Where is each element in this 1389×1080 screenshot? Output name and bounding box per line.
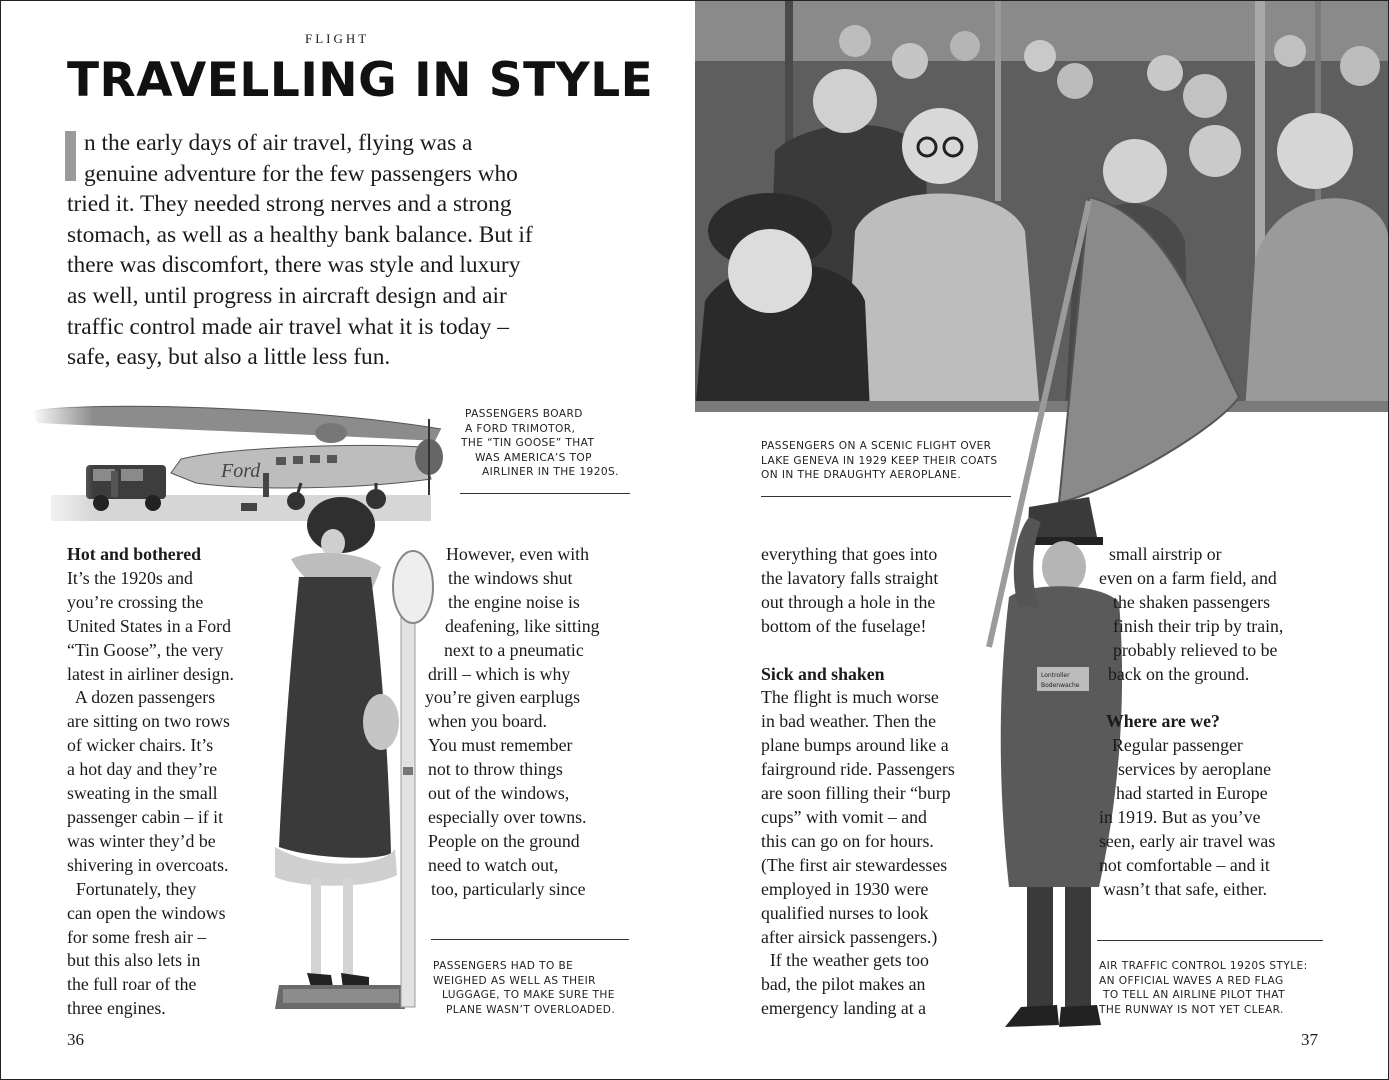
caption-line: THE RUNWAY IS NOT YET CLEAR. (1099, 1003, 1284, 1016)
column-2 (425, 543, 600, 902)
body-line: you’re crossing the (67, 591, 204, 612)
caption-line: WAS AMERICA’S TOP (475, 451, 592, 464)
subheading-where-are-we: Where are we? (1106, 711, 1220, 732)
column-1 (67, 543, 234, 1021)
body-line: deafening, like sitting (445, 615, 600, 636)
body-line: emergency landing at a (761, 998, 927, 1019)
body-line: back on the ground. (1108, 663, 1250, 684)
body-line: A dozen passengers (67, 687, 216, 708)
body-line: not to throw things (428, 759, 563, 780)
body-line: employed in 1930 were (761, 878, 929, 899)
caption-line: A FORD TRIMOTOR, (465, 422, 576, 435)
intro-line: tried it. They needed strong nerves and a strong (67, 191, 512, 218)
body-line: in bad weather. Then the (761, 711, 936, 732)
caption-line: AIR TRAFFIC CONTROL 1920S STYLE: (1099, 960, 1308, 972)
body-line: United States in a Ford (67, 615, 231, 636)
body-line: after airsick passengers.) (761, 926, 938, 947)
body-line: fairground ride. Passengers (761, 759, 955, 780)
body-line: Regular passenger (1112, 735, 1243, 756)
caption-line: AN OFFICIAL WAVES A RED FLAG (1099, 974, 1284, 987)
body-line: this can go on for hours. (761, 830, 934, 851)
body-line: It’s the 1920s and (67, 567, 193, 588)
body-line: out through a hole in the (761, 591, 936, 612)
body-line: of wicker chairs. It’s (67, 735, 214, 756)
caption-line: TO TELL AN AIRLINE PILOT THAT (1103, 989, 1285, 1002)
body-line: bad, the pilot makes an (761, 974, 926, 995)
caption-line: AIRLINER IN THE 1920S. (482, 466, 619, 479)
body-line: especially over towns. (428, 806, 587, 827)
column-3 (761, 543, 955, 1021)
body-line: everything that goes into (761, 544, 938, 564)
body-line: are sitting on two rows (67, 711, 230, 732)
intro-paragraph (67, 128, 627, 373)
body-line: cups” with vomit – and (761, 806, 927, 827)
page-number-left: 36 (67, 1030, 84, 1049)
body-line: out of the windows, (428, 783, 570, 804)
armband-text-bottom: Bodenwache (1041, 682, 1080, 689)
body-line: even on a farm field, and (1099, 567, 1277, 588)
body-line: was winter they’d be (67, 830, 216, 851)
body-line: passenger cabin – if it (67, 806, 224, 827)
caption-rule (460, 493, 630, 494)
intro-line: there was discomfort, there was style and luxury (67, 252, 521, 279)
body-line: had started in Europe (1116, 783, 1268, 804)
body-line: bottom of the fuselage! (761, 615, 927, 636)
weighing-photo (271, 497, 441, 1037)
caption-geneva (761, 439, 998, 483)
body-line: can open the windows (67, 902, 226, 923)
caption-trimotor (461, 407, 619, 480)
caption-line: LUGGAGE, TO MAKE SURE THE (442, 989, 615, 1002)
body-line: sweating in the small (67, 783, 218, 804)
section-label: FLIGHT (305, 31, 370, 46)
body-line: three engines. (67, 998, 166, 1019)
body-line: finish their trip by train, (1113, 615, 1284, 636)
body-line: next to a pneumatic (444, 639, 584, 660)
intro-line: as well, until progress in aircraft design and air (67, 282, 507, 309)
body-line: drill – which is why (428, 663, 571, 684)
body-line: small airstrip or (1109, 544, 1222, 564)
body-line: wasn’t that safe, either. (1103, 878, 1268, 899)
body-line: People on the ground (428, 830, 580, 851)
body-line: services by aeroplane (1118, 759, 1272, 780)
caption-rule (431, 939, 629, 940)
body-line: when you board. (428, 711, 548, 732)
body-line: need to watch out, (428, 854, 559, 875)
body-line: The flight is much worse (761, 687, 939, 708)
spacer (1099, 686, 1283, 710)
body-line: the lavatory falls straight (761, 567, 939, 588)
spacer (761, 639, 955, 663)
body-line: Fortunately, they (67, 878, 197, 899)
body-line: but this also lets in (67, 950, 201, 971)
body-line: If the weather gets too (761, 950, 929, 971)
page-title: TRAVELLING IN STYLE (67, 53, 654, 108)
caption-line: PASSENGERS ON A SCENIC FLIGHT OVER (761, 440, 992, 452)
caption-flag (1099, 959, 1308, 1017)
caption-line: THE “TIN GOOSE” THAT (461, 437, 595, 450)
body-line: the engine noise is (448, 591, 580, 612)
body-line: you’re given earplugs (425, 687, 581, 708)
armband-text-top: Lontroller (1041, 672, 1070, 679)
caption-rule (1097, 940, 1323, 941)
body-line: a hot day and they’re (67, 759, 218, 780)
body-line: seen, early air travel was (1099, 830, 1276, 851)
caption-line: ON IN THE DRAUGHTY AEROPLANE. (761, 469, 962, 482)
body-line: “Tin Goose”, the very (67, 639, 224, 660)
woman-on-scale-illustration (271, 497, 441, 1037)
body-line: the shaken passengers (1113, 591, 1271, 612)
caption-line: LAKE GENEVA IN 1929 KEEP THEIR COATS (761, 454, 998, 467)
intro-line: stomach, as well as a healthy bank balance. But if (67, 221, 533, 248)
page-number-right: 37 (1301, 1030, 1318, 1049)
caption-line: PASSENGERS BOARD (465, 408, 583, 420)
caption-line: PASSENGERS HAD TO BE (433, 960, 574, 972)
intro-line: safe, easy, but also a little less fun. (67, 344, 391, 371)
caption-line: PLANE WASN’T OVERLOADED. (446, 1003, 616, 1016)
caption-line: WEIGHED AS WELL AS THEIR (433, 974, 596, 987)
body-line: However, even with (446, 544, 589, 564)
body-line: are soon filling their “burp (761, 783, 951, 804)
intro-line: traffic control made air travel what it is today – (67, 313, 509, 340)
body-line: in 1919. But as you’ve (1099, 806, 1261, 827)
column-4 (1099, 543, 1283, 902)
caption-weighed (433, 959, 615, 1017)
body-line: not comfortable – and it (1099, 854, 1270, 875)
body-line: (The first air stewardesses (761, 854, 948, 875)
body-line: You must remember (428, 735, 573, 756)
subheading-sick-and-shaken: Sick and shaken (761, 663, 885, 684)
subheading-hot-and-bothered: Hot and bothered (67, 544, 202, 564)
body-line: qualified nurses to look (761, 902, 929, 923)
body-line: plane bumps around like a (761, 735, 949, 756)
body-line: probably relieved to be (1113, 639, 1278, 660)
body-line: the full roar of the (67, 974, 197, 995)
intro-line: n the early days of air travel, flying was a (84, 130, 473, 156)
body-line: too, particularly since (431, 878, 586, 899)
body-line: the windows shut (448, 567, 573, 588)
body-line: latest in airliner design. (67, 663, 234, 684)
body-line: for some fresh air – (67, 926, 207, 947)
body-line: shivering in overcoats. (67, 854, 229, 875)
intro-line: genuine adventure for the few passengers who (84, 160, 518, 187)
